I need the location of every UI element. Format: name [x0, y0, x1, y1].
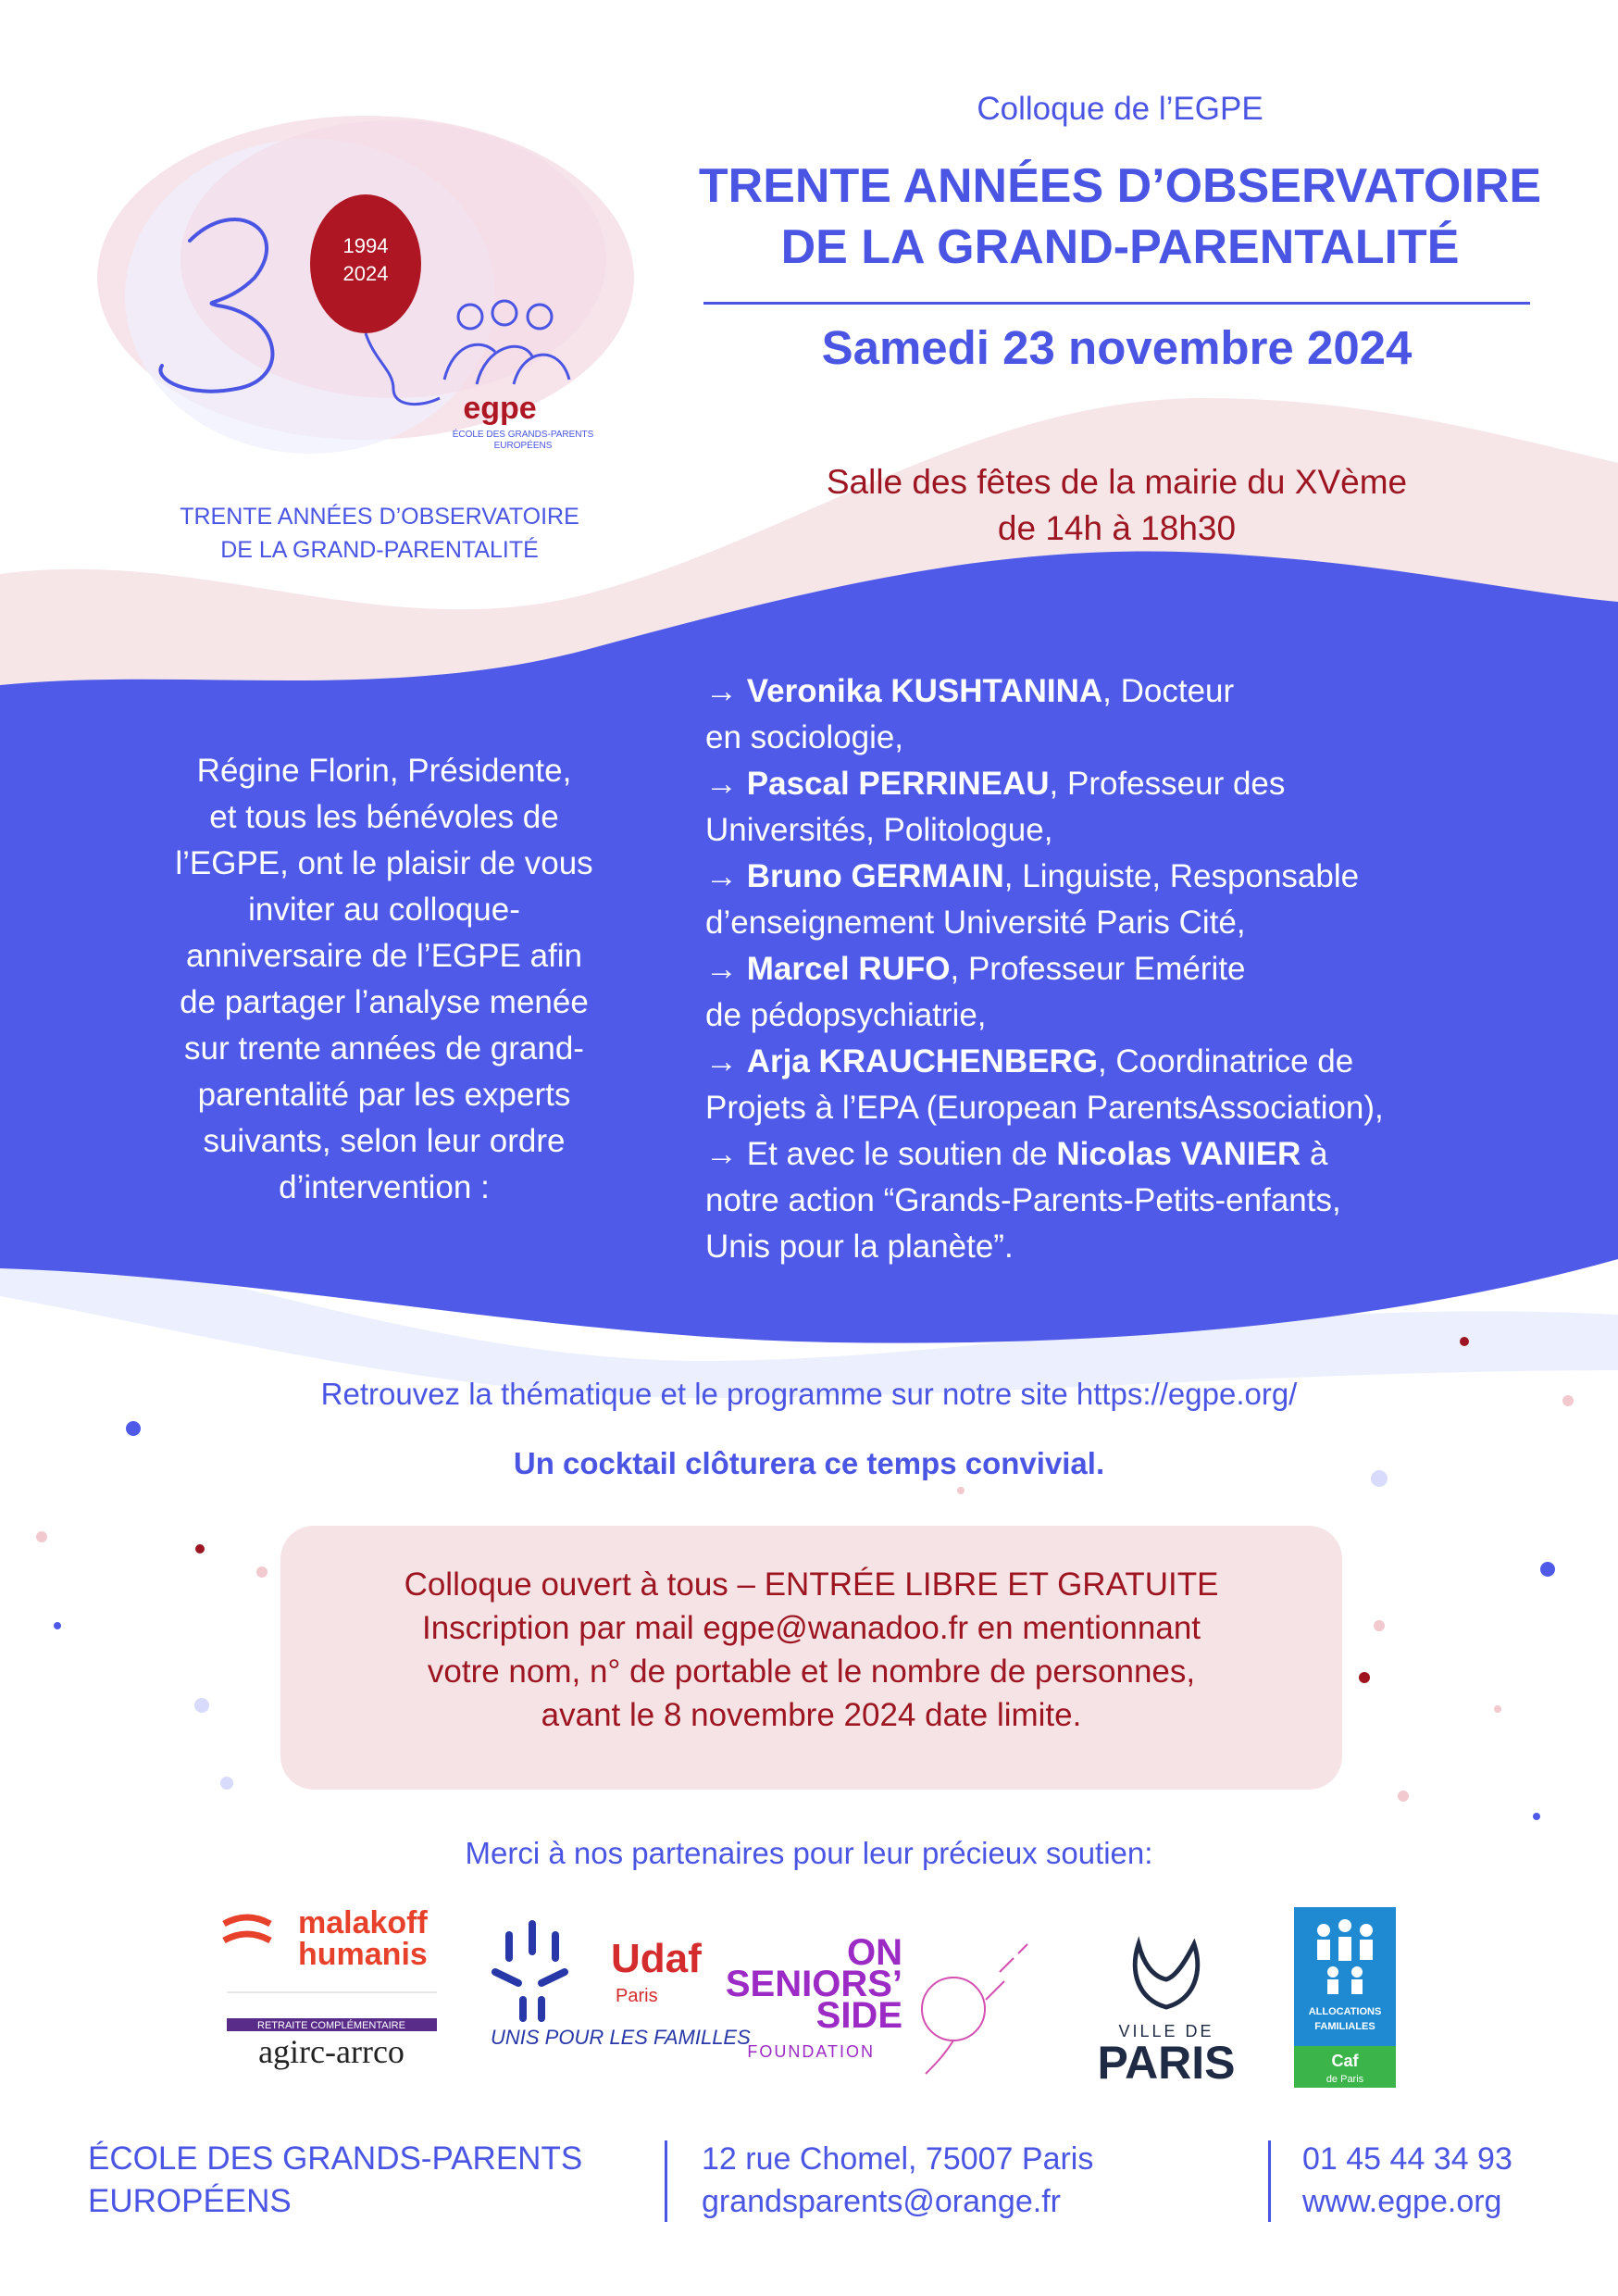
onseniors-line3: SIDE	[815, 1995, 902, 2036]
event-date: Samedi 23 novembre 2024	[821, 321, 1413, 374]
logo-year-start: 1994	[342, 234, 389, 257]
speaker-item	[705, 668, 1538, 761]
logo-caption-line2: DE LA GRAND-PARENTALITÉ	[220, 537, 539, 563]
caf-logo	[1294, 1907, 1396, 2088]
footer-contact-block	[1302, 2138, 1580, 2223]
footer-web[interactable]: www.egpe.org	[1302, 2184, 1502, 2219]
intro-line: suivants, selon leur ordre	[203, 1123, 566, 1159]
event-title	[685, 156, 1555, 278]
intro-line: Régine Florin, Présidente,	[196, 753, 572, 789]
intro-line: de partager l’analyse menée	[180, 984, 589, 1020]
footer-org-line2: EUROPÉENS	[88, 2183, 292, 2219]
registration-line4: avant le 8 novembre 2024 date limite.	[541, 1697, 1082, 1733]
support-prefix: Et avec le soutien de	[746, 1136, 1057, 1172]
intro-line: sur trente années de grand-	[184, 1030, 584, 1067]
udaf-logo	[491, 1924, 751, 2049]
footer-address-block	[702, 2138, 1257, 2223]
speaker-role: , Docteur	[1102, 673, 1235, 709]
ville-de-paris-logo	[1097, 1944, 1235, 2089]
onseniors-line4: FOUNDATION	[747, 2042, 875, 2061]
footer-address: 12 rue Chomel, 75007 Paris	[702, 2141, 1094, 2177]
title-divider	[703, 302, 1530, 305]
support-line2: notre action “Grands-Parents-Petits-enfants,	[705, 1182, 1341, 1218]
intro-line: anniversaire de l’EGPE afin	[186, 938, 582, 974]
logo-caption	[111, 500, 648, 567]
malakoff-line1: malakoff	[298, 1905, 428, 1940]
speaker-name: Bruno GERMAIN	[746, 858, 1004, 894]
registration-line1: Colloque ouvert à tous – ENTRÉE LIBRE ET GRATUITE	[404, 1566, 1219, 1603]
speaker-item	[705, 1039, 1538, 1131]
partner-logos	[213, 1898, 1444, 2097]
speaker-item	[705, 854, 1538, 946]
dandelion-icon	[922, 1944, 1027, 2074]
speaker-name: Arja KRAUCHENBERG	[746, 1043, 1098, 1079]
registration-line3: votre nom, n° de portable et le nombre de personnes,	[427, 1653, 1196, 1690]
support-name: Nicolas VANIER	[1056, 1136, 1301, 1172]
arrow-right-icon: →	[705, 766, 738, 802]
speaker-role: , Professeur des	[1049, 766, 1286, 802]
paris-line1: VILLE DE	[1118, 2022, 1214, 2040]
speaker-name: Marcel RUFO	[746, 951, 951, 987]
support-item	[705, 1131, 1538, 1270]
event-title-line2: DE LA GRAND-PARENTALITÉ	[780, 220, 1460, 274]
footer-phone[interactable]: 01 45 44 34 93	[1302, 2141, 1512, 2177]
udaf-tagline: UNIS POUR LES FAMILLES	[491, 2026, 751, 2049]
speaker-role: , Coordinatrice de	[1097, 1043, 1354, 1079]
udaf-symbol-icon	[495, 1924, 565, 2018]
udaf-city: Paris	[616, 1986, 658, 2006]
caf-line2: FAMILIALES	[1314, 2021, 1375, 2032]
footer-organization	[88, 2138, 662, 2223]
caf-line1: ALLOCATIONS	[1308, 2006, 1382, 2017]
intro-line: d’intervention :	[279, 1169, 490, 1205]
udaf-name: Udaf	[611, 1936, 702, 1981]
decor-dot	[1460, 1337, 1469, 1346]
intro-line: parentalité par les experts	[197, 1077, 571, 1113]
event-kicker: Colloque de l’EGPE	[977, 91, 1263, 127]
speaker-role-cont: de pédopsychiatrie,	[705, 997, 987, 1033]
partners-thanks: Merci à nos partenaires pour leur précieux soutien:	[465, 1836, 1153, 1870]
registration-line2: Inscription par mail egpe@wanadoo.fr en mentionnant	[421, 1610, 1201, 1646]
arrow-right-icon: →	[705, 673, 738, 709]
speaker-role-cont: en sociologie,	[705, 719, 904, 755]
onseniors-line2: SENIORS’	[725, 1964, 902, 2004]
event-title-line1: TRENTE ANNÉES D’OBSERVATOIRE	[698, 159, 1542, 213]
on-seniors-side-logo	[726, 1932, 1027, 2074]
caf-line3: Caf	[1331, 2052, 1359, 2070]
footer-org-line1: ÉCOLE DES GRANDS-PARENTS	[88, 2140, 583, 2177]
speaker-role: , Professeur Emérite	[950, 951, 1246, 987]
speakers-list	[705, 668, 1538, 1270]
intro-paragraph	[139, 748, 629, 1211]
support-suffix: à	[1301, 1136, 1328, 1172]
event-venue	[703, 459, 1530, 552]
paris-ship-icon	[1135, 1944, 1198, 2007]
website-line: Retrouvez la thématique et le programme sur notre site https://egpe.org/	[320, 1377, 1298, 1411]
arrow-right-icon: →	[705, 951, 738, 987]
intro-line: inviter au colloque-	[248, 892, 520, 928]
caf-line4: de Paris	[1326, 2074, 1364, 2085]
speaker-name: Pascal PERRINEAU	[746, 766, 1050, 802]
support-line3: Unis pour la planète”.	[705, 1229, 1014, 1265]
intro-line: et tous les bénévoles de	[209, 799, 559, 835]
paris-line2: PARIS	[1097, 2037, 1236, 2089]
logo-brand: egpe	[463, 391, 537, 426]
arrow-right-icon: →	[705, 1136, 738, 1172]
speaker-item	[705, 946, 1538, 1039]
logo-brand-sub1: ÉCOLE DES GRANDS-PARENTS	[452, 430, 594, 440]
speaker-name: Veronika KUSHTANINA	[746, 673, 1103, 709]
logo-caption-line1: TRENTE ANNÉES D’OBSERVATOIRE	[180, 504, 579, 530]
cocktail-line: Un cocktail clôturera ce temps convivial.	[513, 1446, 1105, 1480]
agirc-tag: RETRAITE COMPLÉMENTAIRE	[257, 2020, 405, 2031]
onseniors-line1: ON	[847, 1932, 902, 1973]
speaker-role-cont: Universités, Politologue,	[705, 812, 1053, 848]
arrow-right-icon: →	[705, 858, 738, 894]
venue-line1: Salle des fêtes de la mairie du XVème	[826, 463, 1408, 501]
logo-brand-sub2: EUROPÉENS	[493, 441, 553, 451]
speaker-role: , Linguiste, Responsable	[1003, 858, 1360, 894]
intro-line: l’EGPE, ont le plaisir de vous	[175, 845, 593, 881]
speaker-item	[705, 761, 1538, 854]
registration-text	[280, 1563, 1342, 1737]
malakoff-humanis-logo	[224, 1905, 437, 2070]
speaker-role-cont: Projets à l’EPA (European ParentsAssociation),	[705, 1090, 1384, 1126]
malakoff-line2: humanis	[298, 1937, 428, 1972]
footer-email[interactable]: grandsparents@orange.fr	[702, 2184, 1061, 2219]
egpe-30-years-logo	[88, 102, 653, 491]
footer-divider	[1268, 2140, 1271, 2222]
footer-divider	[665, 2140, 667, 2222]
arrow-right-icon: →	[705, 1043, 738, 1079]
speaker-role-cont: d’enseignement Université Paris Cité,	[705, 905, 1246, 941]
venue-line2: de 14h à 18h30	[997, 509, 1237, 547]
logo-year-end: 2024	[342, 262, 389, 285]
agirc-name: agirc-arrco	[258, 2033, 404, 2070]
